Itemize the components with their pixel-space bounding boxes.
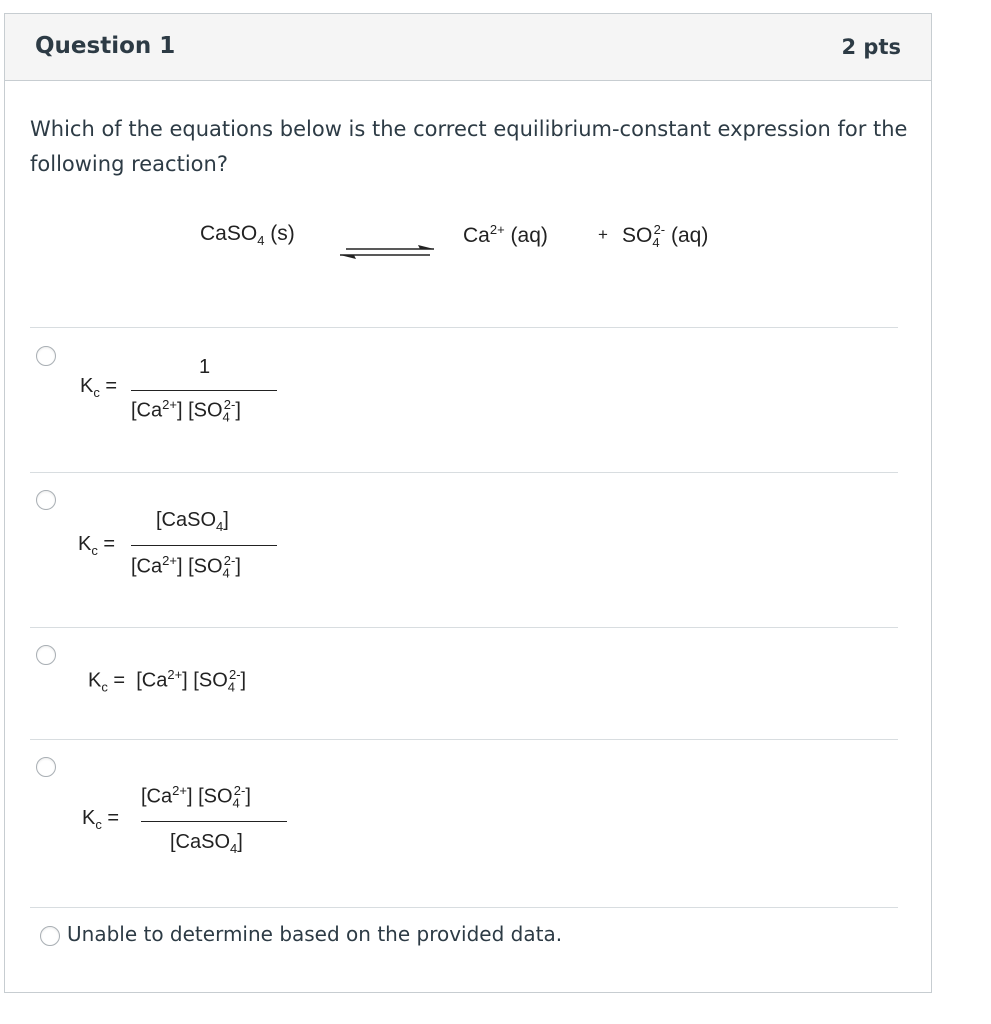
option-3-expression: $K_c = [Ca^{2+}]$ $[SO_4^{2-}]$ bbox=[88, 667, 247, 695]
option-1-numerator: 1 bbox=[199, 356, 211, 378]
question-header bbox=[5, 14, 931, 81]
question-prompt: Which of the equations below is the correct equilibrium-constant expression for the following reaction? bbox=[30, 117, 908, 176]
option-4-numerator: $[Ca^{2+}]$ $[SO_4^{2-}]$ bbox=[141, 783, 251, 811]
option-2-kc: $K_c$ = bbox=[78, 533, 116, 558]
equilibrium-arrow-icon bbox=[338, 244, 438, 260]
option-4-denominator: [CaSO$_4$] bbox=[170, 831, 243, 856]
question-points: 2 pts bbox=[841, 35, 901, 59]
plus-sign: + bbox=[598, 225, 608, 244]
divider bbox=[30, 627, 898, 628]
option-1-fraction-bar bbox=[131, 390, 277, 391]
option-2-numerator: [CaSO$_4$] bbox=[156, 509, 229, 534]
option-5-radio[interactable] bbox=[40, 926, 60, 946]
option-3-radio[interactable] bbox=[36, 645, 56, 665]
question-title: Question 1 bbox=[35, 33, 176, 59]
product-ca: $Ca^{2+}$ (aq) bbox=[463, 222, 548, 247]
reaction-equation bbox=[200, 222, 295, 248]
reactant: CaSO$_4$ (s) bbox=[200, 222, 295, 249]
divider bbox=[30, 739, 898, 740]
option-1-radio[interactable] bbox=[36, 346, 56, 366]
option-4-radio[interactable] bbox=[36, 757, 56, 777]
option-4-fraction-bar bbox=[141, 821, 287, 822]
option-4-kc: $K_c$ = bbox=[82, 807, 120, 832]
divider bbox=[30, 907, 898, 908]
divider bbox=[30, 472, 898, 473]
product-so4: $SO_4^{2-}$ (aq) bbox=[622, 222, 709, 251]
divider bbox=[30, 327, 898, 328]
option-2-fraction-bar bbox=[131, 545, 277, 546]
option-1-kc: $K_c$ = bbox=[80, 375, 118, 400]
option-5-label[interactable]: Unable to determine based on the provided data. bbox=[67, 922, 563, 946]
option-1-denominator: $[Ca^{2+}]$ $[SO_4^{2-}]$ bbox=[131, 397, 241, 425]
option-2-radio[interactable] bbox=[36, 490, 56, 510]
option-2-denominator: $[Ca^{2+}]$ $[SO_4^{2-}]$ bbox=[131, 553, 241, 581]
